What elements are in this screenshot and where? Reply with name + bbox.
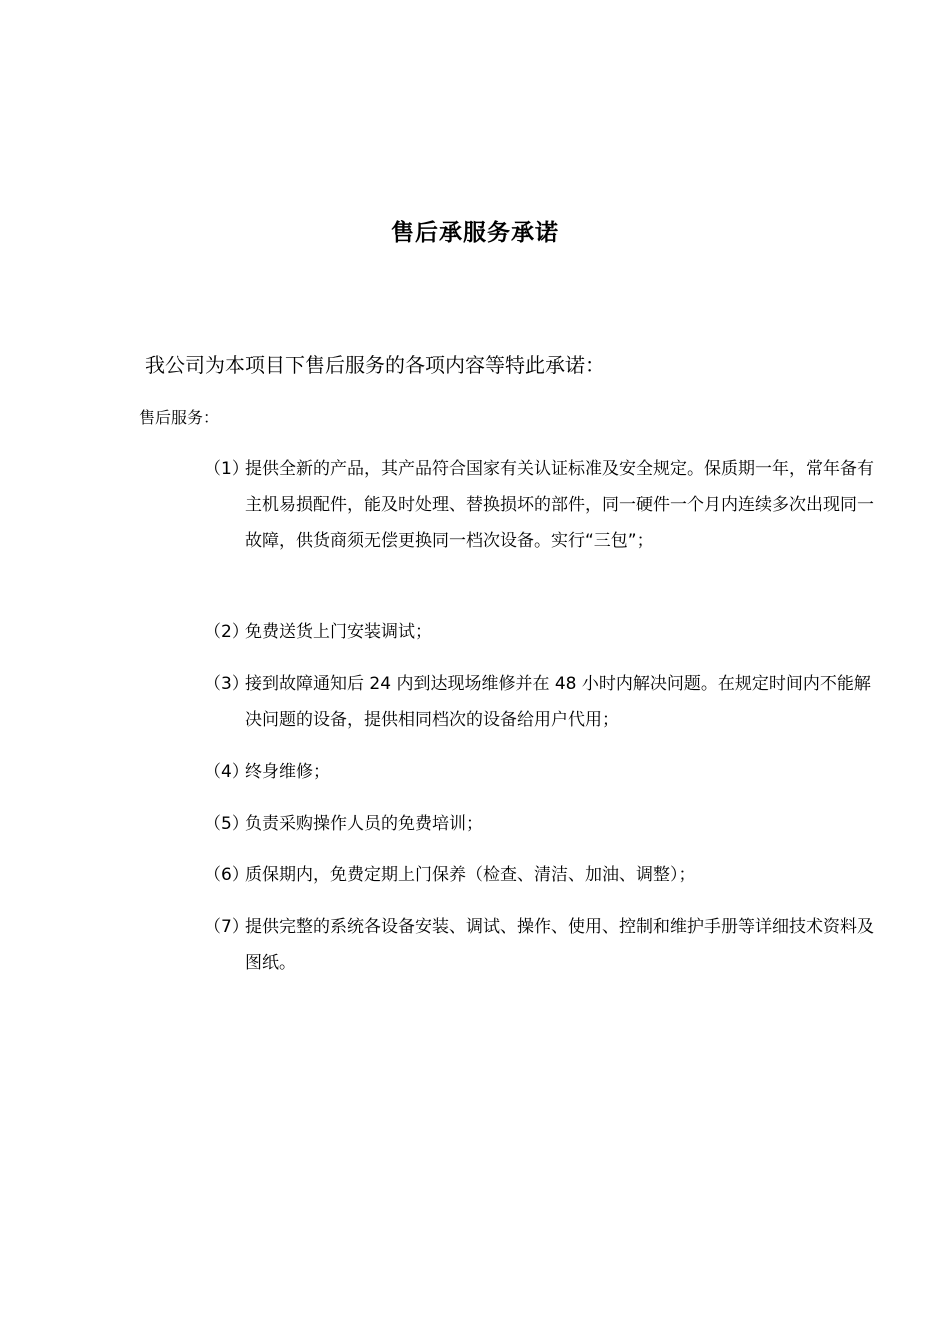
item-text: 免费送货上门安装调试； bbox=[245, 622, 432, 642]
list-item bbox=[204, 806, 894, 842]
item-text: 提供完整的系统各设备安装、调试、操作、使用、控制和维护手册等详细技术资料及图纸。 bbox=[245, 917, 874, 973]
item-text: 负责采购操作人员的免费培训； bbox=[245, 814, 483, 834]
item-number: （6） bbox=[204, 865, 249, 885]
list-item bbox=[204, 857, 894, 893]
item-text: 接到故障通知后 24 内到达现场维修并在 48 小时内解决问题。在规定时间内不能解决问题的设备，提供相同档次的设备给用户代用； bbox=[245, 674, 871, 730]
intro-paragraph: 我公司为本项目下售后服务的各项内容等特此承诺： bbox=[145, 353, 605, 377]
item-number: （1） bbox=[204, 459, 249, 479]
list-item bbox=[204, 754, 894, 790]
list-item bbox=[204, 909, 894, 981]
item-number: （7） bbox=[204, 917, 249, 937]
item-number: （4） bbox=[204, 762, 249, 782]
item-text: 质保期内，免费定期上门保养（检查、清洁、加油、调整）； bbox=[245, 865, 696, 885]
item-text: 终身维修； bbox=[245, 762, 330, 782]
list-item bbox=[204, 451, 894, 559]
section-label: 售后服务： bbox=[139, 408, 220, 427]
item-number: （5） bbox=[204, 814, 249, 834]
page-title: 售后承服务承诺 bbox=[391, 220, 559, 246]
item-text: 提供全新的产品，其产品符合国家有关认证标准及安全规定。保质期一年，常年备有主机易损配件，能及时处理、替换损坏的部件，同一硬件一个月内连续多次出现同一故障，供货商须无偿更换同一档次设备。实行“三包”； bbox=[245, 459, 874, 551]
list-item bbox=[204, 666, 894, 738]
item-number: （3） bbox=[204, 674, 249, 694]
item-number: （2） bbox=[204, 622, 249, 642]
list-item bbox=[204, 614, 894, 650]
